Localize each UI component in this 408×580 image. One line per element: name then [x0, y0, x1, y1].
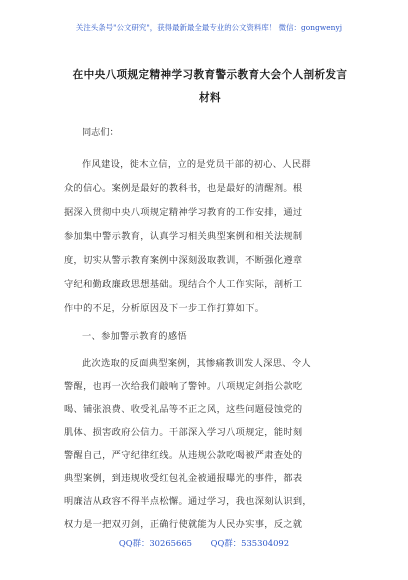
footer	[0, 537, 408, 549]
document-title-line-2: 材料	[199, 92, 221, 104]
paragraph-2-line: 喝、铺张浪费、收受礼品等不正之风，这些问题侵蚀党的	[64, 404, 303, 415]
paragraph-1-line: 作风建设，徙木立信，立的是党员干部的初心、人民群	[82, 159, 311, 170]
paragraph-1-line: 度，切实从警示教育案例中深刻汲取教训，不断强化遵章	[64, 255, 303, 266]
paragraph-2-line: 权力是一把双刃剑，正确行使就能为人民办实事，反之就	[64, 519, 303, 530]
greeting: 同志们：	[82, 127, 119, 138]
paragraph-2-line: 警醒，也再一次给我们敲响了警钟。八项规定剑指公款吃	[64, 381, 303, 392]
paragraph-2-line: 肌体、损害政府公信力。干部深入学习八项规定，能时刻	[64, 427, 303, 438]
paragraph-2-line: 此次选取的反面典型案例，其惨痛教训发人深思、令人	[82, 358, 311, 369]
paragraph-2-line: 典型案例，到违规收受红包礼金被通报曝光的事件，都表	[64, 473, 303, 484]
paragraph-2-line: 警醒自己，严守纪律红线。从违规公款吃喝被严肃查处的	[64, 450, 303, 461]
paragraph-1-line: 参加集中警示教育，认真学习相关典型案例和相关法规制	[64, 231, 303, 242]
footer-qq-1: QQ群：30265665	[118, 538, 192, 548]
paragraph-1-line: 众的信心。案例是最好的教科书，也是最好的清醒剂。根	[64, 183, 303, 194]
paragraph-2-line: 明廉洁从政容不得半点松懈。通过学习，我也深刻认识到，	[64, 496, 312, 507]
header-banner: 关注头条号"公文研究"，获得最新最全最专业的公文资料库！ 微信：gongwenyj	[75, 23, 343, 32]
paragraph-1-line: 作中的不足，分析原因及下一步工作打算如下。	[64, 303, 265, 314]
footer-qq-2: QQ群：535304092	[210, 538, 290, 548]
section-heading: 一、参加警示教育的感悟	[82, 331, 187, 342]
paragraph-1-line: 据深入贯彻中央八项规定精神学习教育的工作安排，通过	[64, 207, 303, 218]
document-title-line-1: 在中央八项规定精神学习教育警示教育大会个人剖析发言	[72, 69, 348, 81]
paragraph-1-line: 守纪和勤政廉政思想基础。现结合个人工作实际，剖析工	[64, 279, 303, 290]
